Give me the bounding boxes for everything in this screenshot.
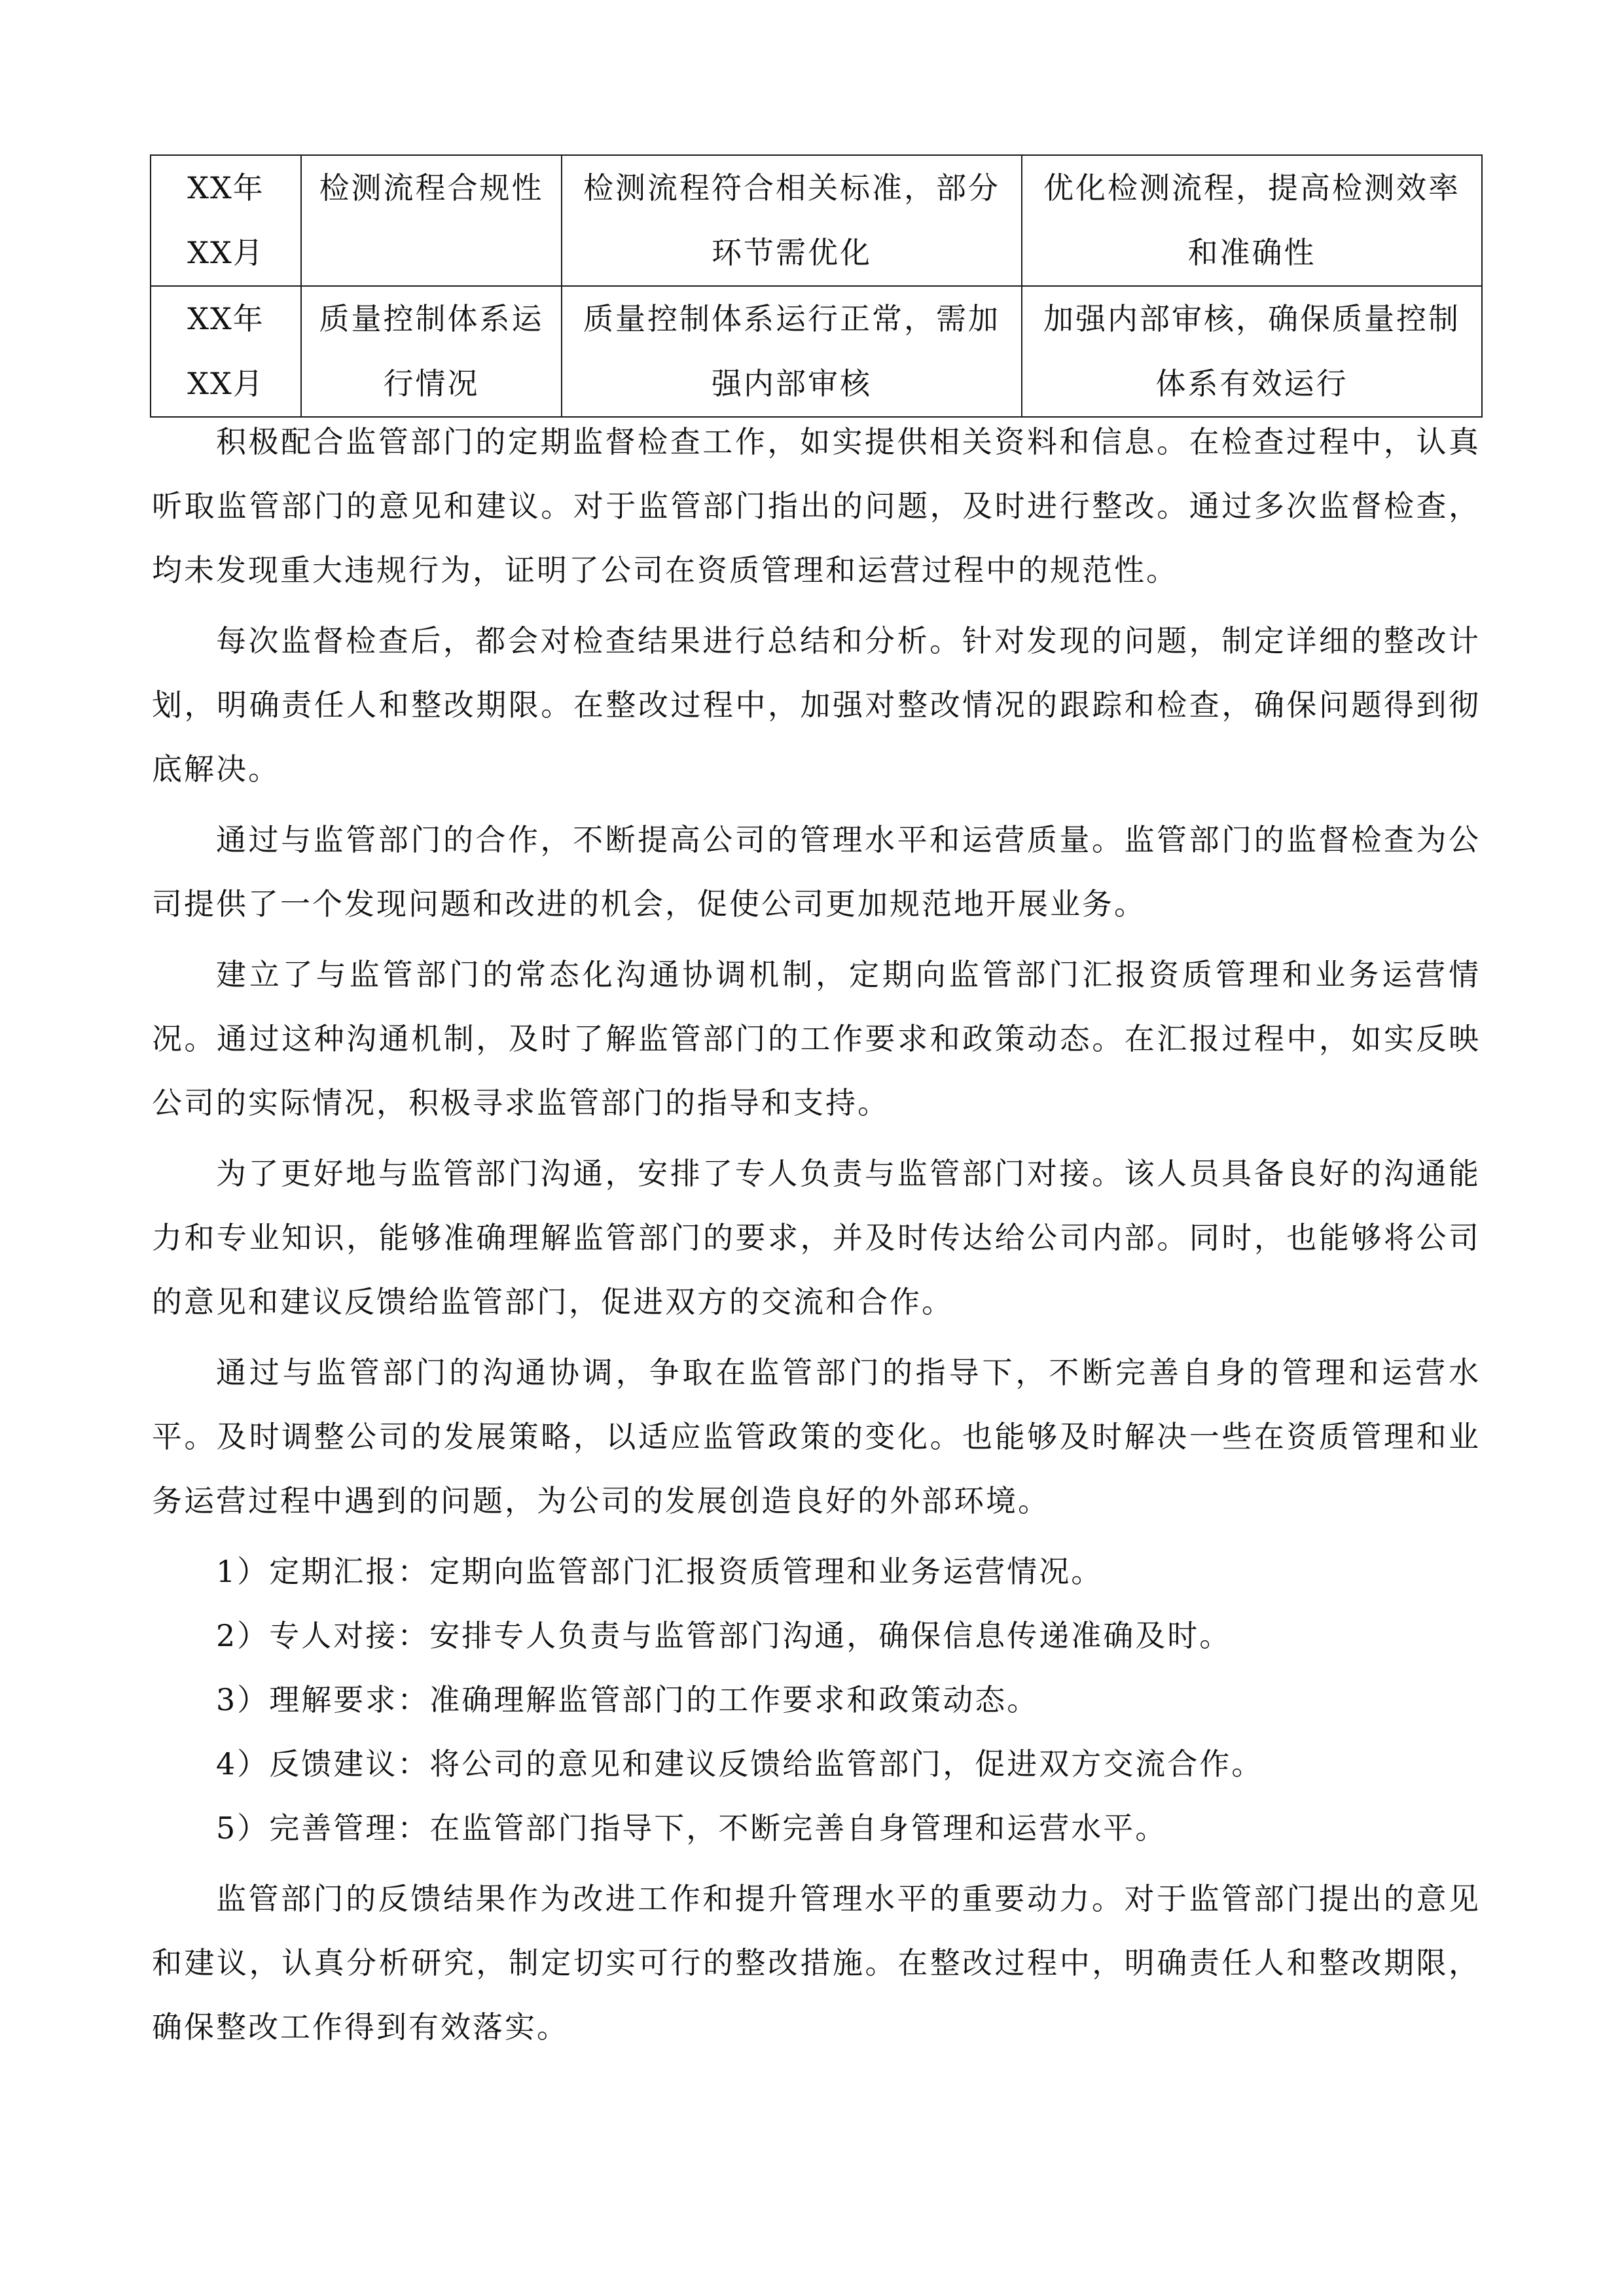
paragraph: 通过与监管部门的合作，不断提高公司的管理水平和运营质量。监管部门的监督检查为公司提供了一个发现问题和改进的机会，促使公司更加规范地开展业务。 xyxy=(152,822,1481,922)
list-item: 2）专人对接：安排专人负责与监管部门沟通，确保信息传递准确及时。 xyxy=(216,1618,1232,1653)
list-item: 3）理解要求：准确理解监管部门的工作要求和政策动态。 xyxy=(216,1682,1039,1717)
list-item: 1）定期汇报：定期向监管部门汇报资质管理和业务运营情况。 xyxy=(216,1554,1104,1589)
paragraph: 通过与监管部门的沟通协调，争取在监管部门的指导下，不断完善自身的管理和运营水平。及时调整公司的发展策略，以适应监管政策的变化。也能够及时解决一些在资质管理和业务运营过程中遇到的问题，为公司的发展创造良好的外部环境。 xyxy=(152,1355,1481,1518)
date-cell xyxy=(151,286,301,417)
action-cell: 加强内部审核，确保质量控制体系有效运行 xyxy=(1022,286,1482,417)
item-cell: 检测流程合规性 xyxy=(301,155,562,286)
closing-paragraph: 监管部门的反馈结果作为改进工作和提升管理水平的重要动力。对于监管部门提出的意见和建议，认真分析研究，制定切实可行的整改措施。在整改过程中，明确责任人和整改期限，确保整改工作得到有效落实。 xyxy=(152,1881,1481,2045)
date-cell xyxy=(151,155,301,286)
result-cell: 检测流程符合相关标准，部分环节需优化 xyxy=(562,155,1022,286)
paragraph: 为了更好地与监管部门沟通，安排了专人负责与监管部门对接。该人员具备良好的沟通能力和专业知识，能够准确理解监管部门的要求，并及时传达给公司内部。同时，也能够将公司的意见和建议反馈给监管部门，促进双方的交流和合作。 xyxy=(152,1156,1481,1319)
body-text xyxy=(152,410,1481,2066)
list-item: 4）反馈建议：将公司的意见和建议反馈给监管部门，促进双方交流合作。 xyxy=(216,1746,1264,1782)
paragraph: 每次监督检查后，都会对检查结果进行总结和分析。针对发现的问题，制定详细的整改计划，明确责任人和整改期限。在整改过程中，加强对整改情况的跟踪和检查，确保问题得到彻底解决。 xyxy=(152,623,1481,787)
action-cell: 优化检测流程，提高检测效率和准确性 xyxy=(1022,155,1482,286)
list-item: 5）完善管理：在监管部门指导下，不断完善自身管理和运营水平。 xyxy=(216,1810,1168,1846)
inspection-record-table xyxy=(150,154,1483,418)
paragraph: 建立了与监管部门的常态化沟通协调机制，定期向监管部门汇报资质管理和业务运营情况。通过这种沟通机制，及时了解监管部门的工作要求和政策动态。在汇报过程中，如实反映公司的实际情况，积极寻求监管部门的指导和支持。 xyxy=(152,957,1481,1121)
date-text: XX年 XX月 xyxy=(187,301,264,401)
table-row xyxy=(151,155,1482,286)
table-row xyxy=(151,286,1482,417)
paragraph: 积极配合监管部门的定期监督检查工作，如实提供相关资料和信息。在检查过程中，认真听取监管部门的意见和建议。对于监管部门指出的问题，及时进行整改。通过多次监督检查，均未发现重大违规行为，证明了公司在资质管理和运营过程中的规范性。 xyxy=(152,424,1481,588)
result-cell: 质量控制体系运行正常，需加强内部审核 xyxy=(562,286,1022,417)
date-text: XX年 XX月 xyxy=(187,170,264,270)
item-cell: 质量控制体系运行情况 xyxy=(301,286,562,417)
